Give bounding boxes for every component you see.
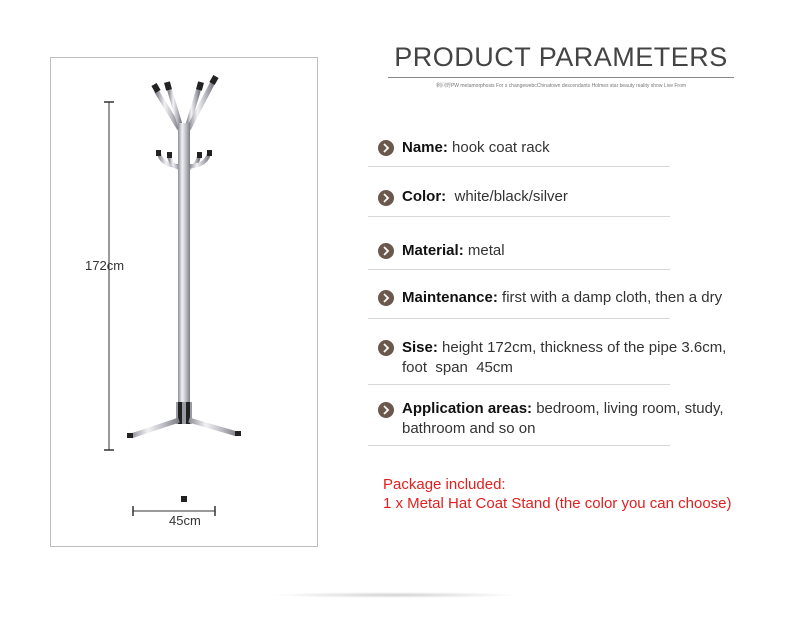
package-item: 1 x Metal Hat Coat Stand (the color you can choose) — [383, 495, 732, 512]
param-row-size — [368, 331, 727, 385]
param-row-material — [368, 230, 670, 270]
param-row-maintenance — [368, 279, 723, 319]
param-label-color: Color: — [402, 188, 447, 205]
height-dimension-label: 172cm — [85, 258, 125, 273]
param-value-size-line2: foot span 45cm — [402, 359, 513, 376]
param-label-maintenance: Maintenance: — [402, 289, 498, 306]
param-value-name: hook coat rack — [447, 139, 550, 156]
param-row-application — [368, 392, 724, 446]
chevron-right-icon — [378, 340, 394, 356]
package-heading: Package included: — [383, 476, 506, 493]
param-row-name — [368, 128, 670, 167]
param-value-color: white/black/silver — [446, 188, 568, 205]
page-subtitle: 剩回野PW metamorphosis For s changewebcChinatown descendants Holmes star beauty reality show Live From — [435, 83, 687, 89]
param-label-size: Sise: — [402, 339, 438, 356]
param-value-maintenance: first with a damp cloth, then a dry — [497, 289, 723, 306]
chevron-right-icon — [378, 290, 394, 306]
chevron-right-icon — [378, 402, 394, 418]
param-value-application: bedroom, living room, study, — [532, 400, 724, 417]
divider-shadow — [270, 592, 520, 598]
param-row-color — [368, 177, 670, 217]
param-label-material: Material: — [402, 242, 464, 259]
param-value-size: height 172cm, thickness of the pipe 3.6cm, — [437, 339, 727, 356]
product-image-frame — [50, 57, 318, 547]
chevron-right-icon — [378, 190, 394, 206]
width-dimension-label: 45cm — [169, 513, 201, 528]
coat-rack-illustration — [51, 58, 319, 548]
page-title: PRODUCT PARAMETERS — [394, 42, 728, 72]
title-divider — [388, 77, 734, 78]
chevron-right-icon — [378, 243, 394, 259]
chevron-right-icon — [378, 140, 394, 156]
param-value-application-line2: bathroom and so on — [402, 420, 536, 437]
param-label-application: Application areas: — [402, 400, 533, 417]
param-value-material: metal — [463, 242, 505, 259]
param-label-name: Name: — [402, 139, 448, 156]
